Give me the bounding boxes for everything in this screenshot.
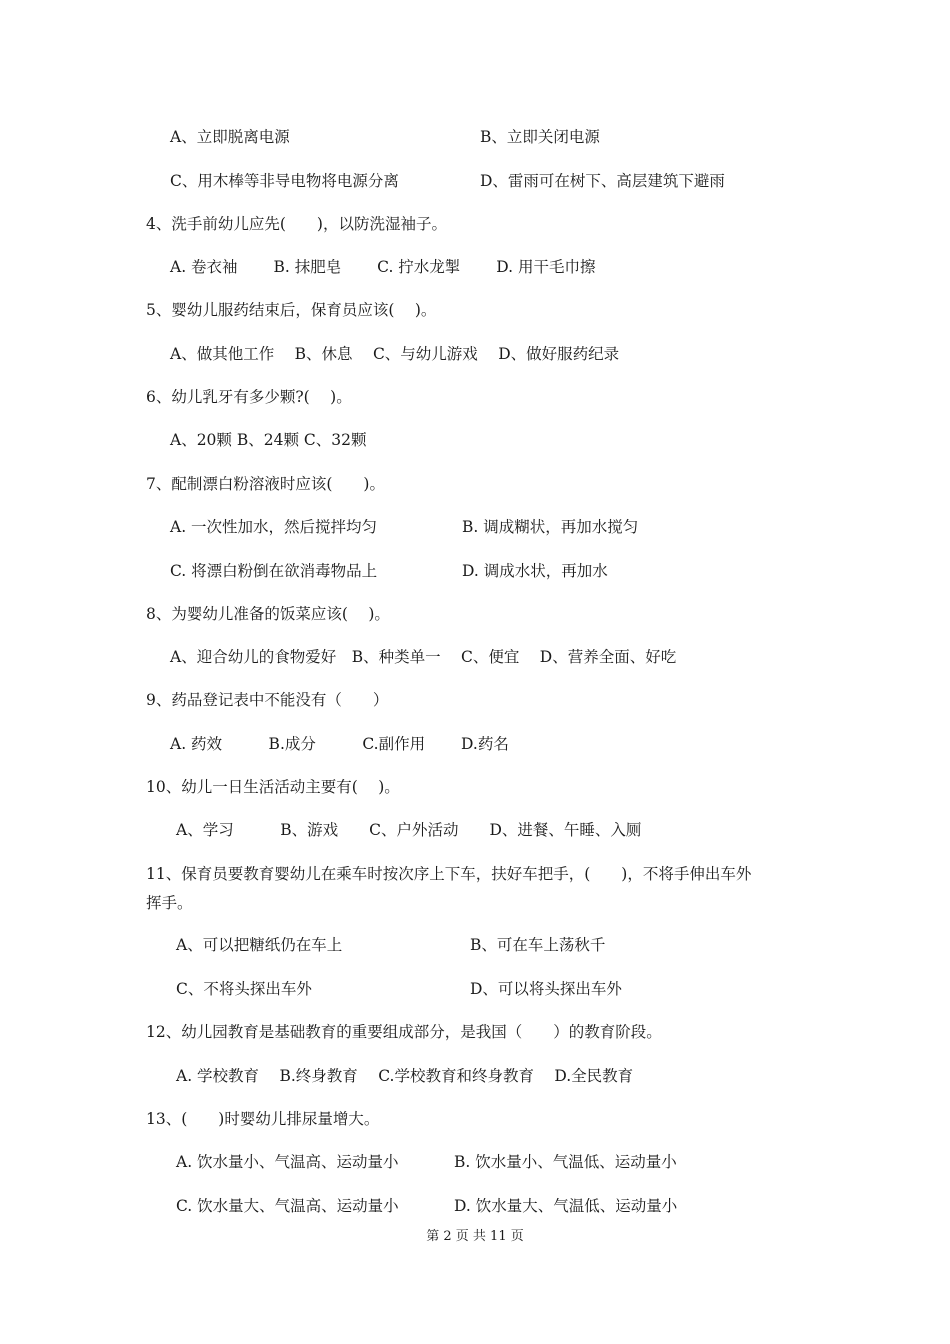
q13-stem: 13、( )时婴幼儿排尿量增大。 (146, 1110, 380, 1128)
q3-option-d: D、雷雨可在树下、高层建筑下避雨 (480, 172, 725, 190)
q7-option-d: D. 调成水状，再加水 (462, 562, 608, 580)
q9-stem: 9、药品登记表中不能没有（ ） (146, 691, 389, 709)
q12-stem: 12、幼儿园教育是基础教育的重要组成部分，是我国（ ）的教育阶段。 (146, 1023, 662, 1041)
q11-option-b: B、可在车上荡秋千 (470, 936, 606, 954)
q7-stem: 7、配制漂白粉溶液时应该( )。 (146, 475, 385, 493)
page-number: 第 2 页 共 11 页 (426, 1229, 524, 1244)
q11-stem-line2: 挥手。 (146, 894, 193, 912)
q7-option-b: B. 调成糊状，再加水搅匀 (462, 518, 639, 536)
q6-stem: 6、幼儿乳牙有多少颗?( )。 (146, 388, 352, 406)
q11-option-d: D、可以将头探出车外 (470, 980, 622, 998)
q10-options: A、学习 B、游戏 C、户外活动 D、进餐、午睡、入厕 (176, 821, 642, 839)
q3-option-a: A、立即脱离电源 (170, 128, 290, 146)
q13-option-a: A. 饮水量小、气温高、运动量小 (176, 1153, 399, 1171)
q5-stem: 5、婴幼儿服药结束后，保育员应该( )。 (146, 301, 437, 319)
q4-options: A. 卷衣袖 B. 抹肥皂 C. 拧水龙掣 D. 用干毛巾擦 (170, 258, 596, 276)
q8-stem: 8、为婴幼儿准备的饭菜应该( )。 (146, 605, 390, 623)
q13-option-c: C. 饮水量大、气温高、运动量小 (176, 1197, 399, 1215)
q13-option-b: B. 饮水量小、气温低、运动量小 (454, 1153, 677, 1171)
q13-option-d: D. 饮水量大、气温低、运动量小 (454, 1197, 678, 1215)
q7-option-a: A. 一次性加水，然后搅拌均匀 (170, 518, 378, 536)
q11-stem-line1: 11、保育员要教育婴幼儿在乘车时按次序上下车，扶好车把手，( )，不将手伸出车外 (146, 865, 752, 883)
q12-options: A. 学校教育 B.终身教育 C.学校教育和终身教育 D.全民教育 (176, 1067, 634, 1085)
q7-option-c: C. 将漂白粉倒在欲消毒物品上 (170, 562, 378, 580)
q11-option-a: A、可以把糖纸仍在车上 (176, 936, 343, 954)
q4-stem: 4、洗手前幼儿应先( )，以防洗湿袖子。 (146, 215, 447, 233)
q11-option-c: C、不将头探出车外 (176, 980, 312, 998)
q6-options: A、20颗 B、24颗 C、32颗 (170, 431, 367, 449)
q3-option-c: C、用木棒等非导电物将电源分离 (170, 172, 399, 190)
q5-options: A、做其他工作 B、休息 C、与幼儿游戏 D、做好服药纪录 (170, 345, 620, 363)
q9-options: A. 药效 B.成分 C.副作用 D.药名 (170, 735, 509, 753)
q8-options: A、迎合幼儿的食物爱好 B、种类单一 C、便宜 D、营养全面、好吃 (170, 648, 677, 666)
q10-stem: 10、幼儿一日生活活动主要有( )。 (146, 778, 400, 796)
q3-option-b: B、立即关闭电源 (480, 128, 600, 146)
